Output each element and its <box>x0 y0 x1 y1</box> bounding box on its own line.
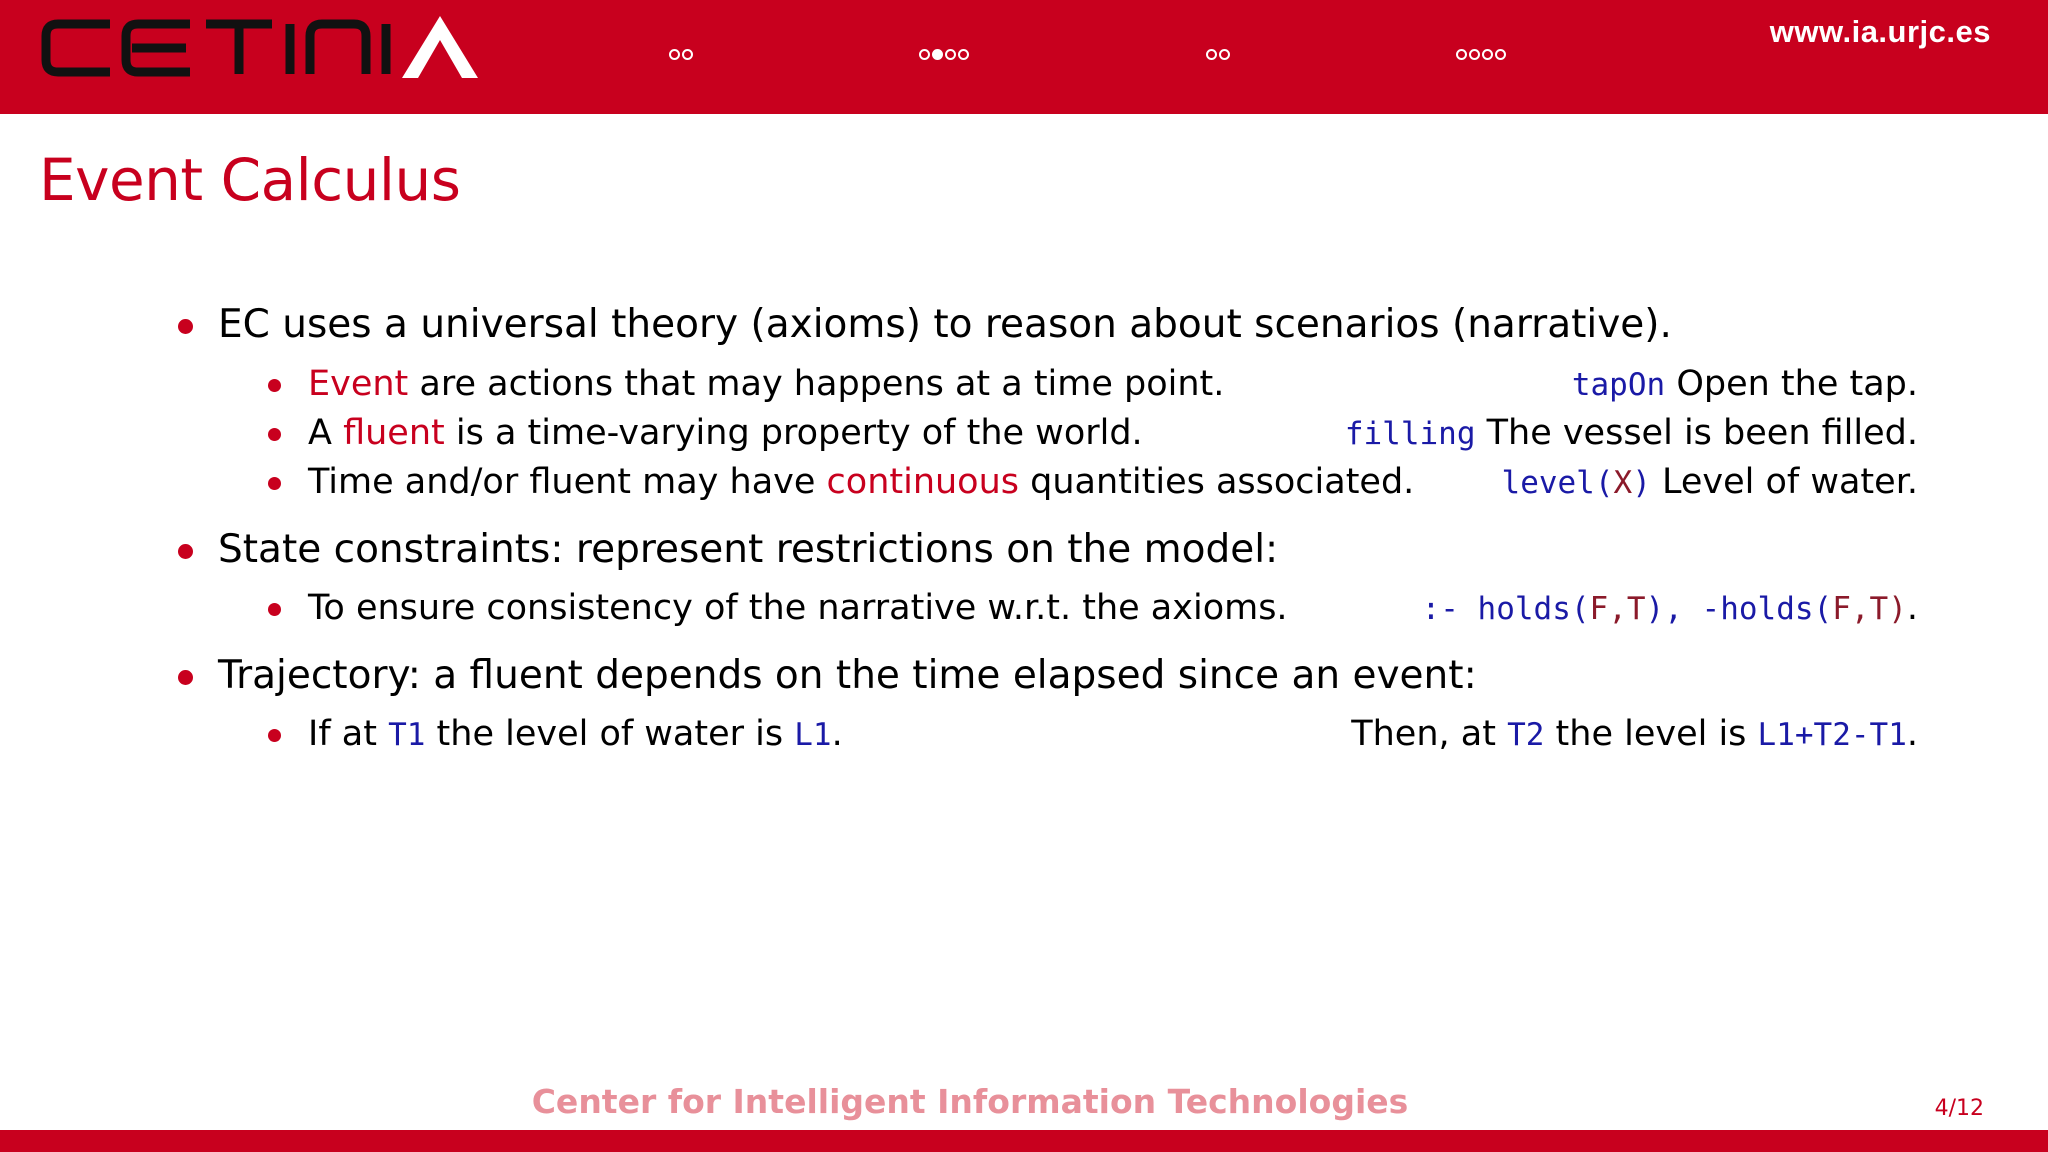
bullet-icon <box>268 729 281 742</box>
code-constraint: :- holds(F,T), -holds(F,T) <box>1421 591 1907 627</box>
bullet-icon <box>268 379 281 392</box>
nav-dot[interactable] <box>669 49 680 60</box>
nav-dot[interactable] <box>1219 49 1230 60</box>
nav-section-1[interactable] <box>669 49 693 60</box>
code-filling: filling <box>1344 416 1476 452</box>
bullet-3-text: Trajectory: a fluent depends on the time elapsed since an event: <box>218 653 1477 698</box>
bullet-2-1-example: :- holds(F,T), -holds(F,T). <box>1421 588 1918 628</box>
term-event: Event <box>308 364 409 404</box>
code-l1: L1 <box>794 717 832 753</box>
nav-dot[interactable] <box>1456 49 1467 60</box>
nav-section-4[interactable] <box>1456 49 1506 60</box>
nav-dot[interactable] <box>682 49 693 60</box>
bullet-1-2-text: A fluent is a time-varying property of the world. <box>308 413 1143 453</box>
site-url: www.ia.urjc.es <box>1769 14 1991 49</box>
code-expr: L1+T2-T1 <box>1757 717 1907 753</box>
bullet-1-3-example: level(X) Level of water. <box>1501 462 1918 502</box>
code-level: level(X) <box>1501 465 1651 501</box>
bullet-1-1-text: Event are actions that may happens at a time point. <box>308 364 1225 404</box>
nav-dot[interactable] <box>1495 49 1506 60</box>
bullet-icon <box>178 319 193 334</box>
nav-dot[interactable] <box>1469 49 1480 60</box>
bullet-2-text: State constraints: represent restrictions on the model: <box>218 527 1279 572</box>
bullet-icon <box>268 428 281 441</box>
slide-title: Event Calculus <box>39 146 461 214</box>
bullet-1-2-example: filling The vessel is been filled. <box>1344 413 1918 453</box>
nav-dot-active[interactable] <box>932 49 943 60</box>
cetinia-logo <box>40 16 550 80</box>
bullet-icon <box>268 603 281 616</box>
bullet-1-1-example: tapOn Open the tap. <box>1571 364 1918 404</box>
bullet-3-1-text: If at T1 the level of water is L1. <box>308 714 843 754</box>
bullet-2-1-text: To ensure consistency of the narrative w.r.t. the axioms. <box>308 588 1288 628</box>
nav-section-3[interactable] <box>1206 49 1230 60</box>
footer-org-name: Center for Intelligent Information Technologies <box>531 1082 1409 1121</box>
header-bar <box>0 0 2048 114</box>
nav-dot[interactable] <box>945 49 956 60</box>
code-t1: T1 <box>388 717 426 753</box>
nav-dot[interactable] <box>958 49 969 60</box>
nav-dot[interactable] <box>919 49 930 60</box>
term-continuous: continuous <box>826 462 1020 502</box>
nav-dot[interactable] <box>1482 49 1493 60</box>
term-fluent: fluent <box>343 413 445 453</box>
bullet-1-text: EC uses a universal theory (axioms) to reason about scenarios (narrative). <box>218 302 1672 347</box>
bullet-icon <box>178 544 193 559</box>
bullet-3-1-result: Then, at T2 the level is L1+T2-T1. <box>1351 714 1918 754</box>
page-number: 4/12 <box>1934 1096 1984 1121</box>
code-tapon: tapOn <box>1571 367 1666 403</box>
bullet-icon <box>268 477 281 490</box>
bullet-1-3-text: Time and/or fluent may have continuous quantities associated. <box>308 462 1415 502</box>
bullet-icon <box>178 670 193 685</box>
footer-bar <box>0 1130 2048 1152</box>
nav-section-2[interactable] <box>919 49 969 60</box>
nav-dot[interactable] <box>1206 49 1217 60</box>
code-t2: T2 <box>1507 717 1545 753</box>
